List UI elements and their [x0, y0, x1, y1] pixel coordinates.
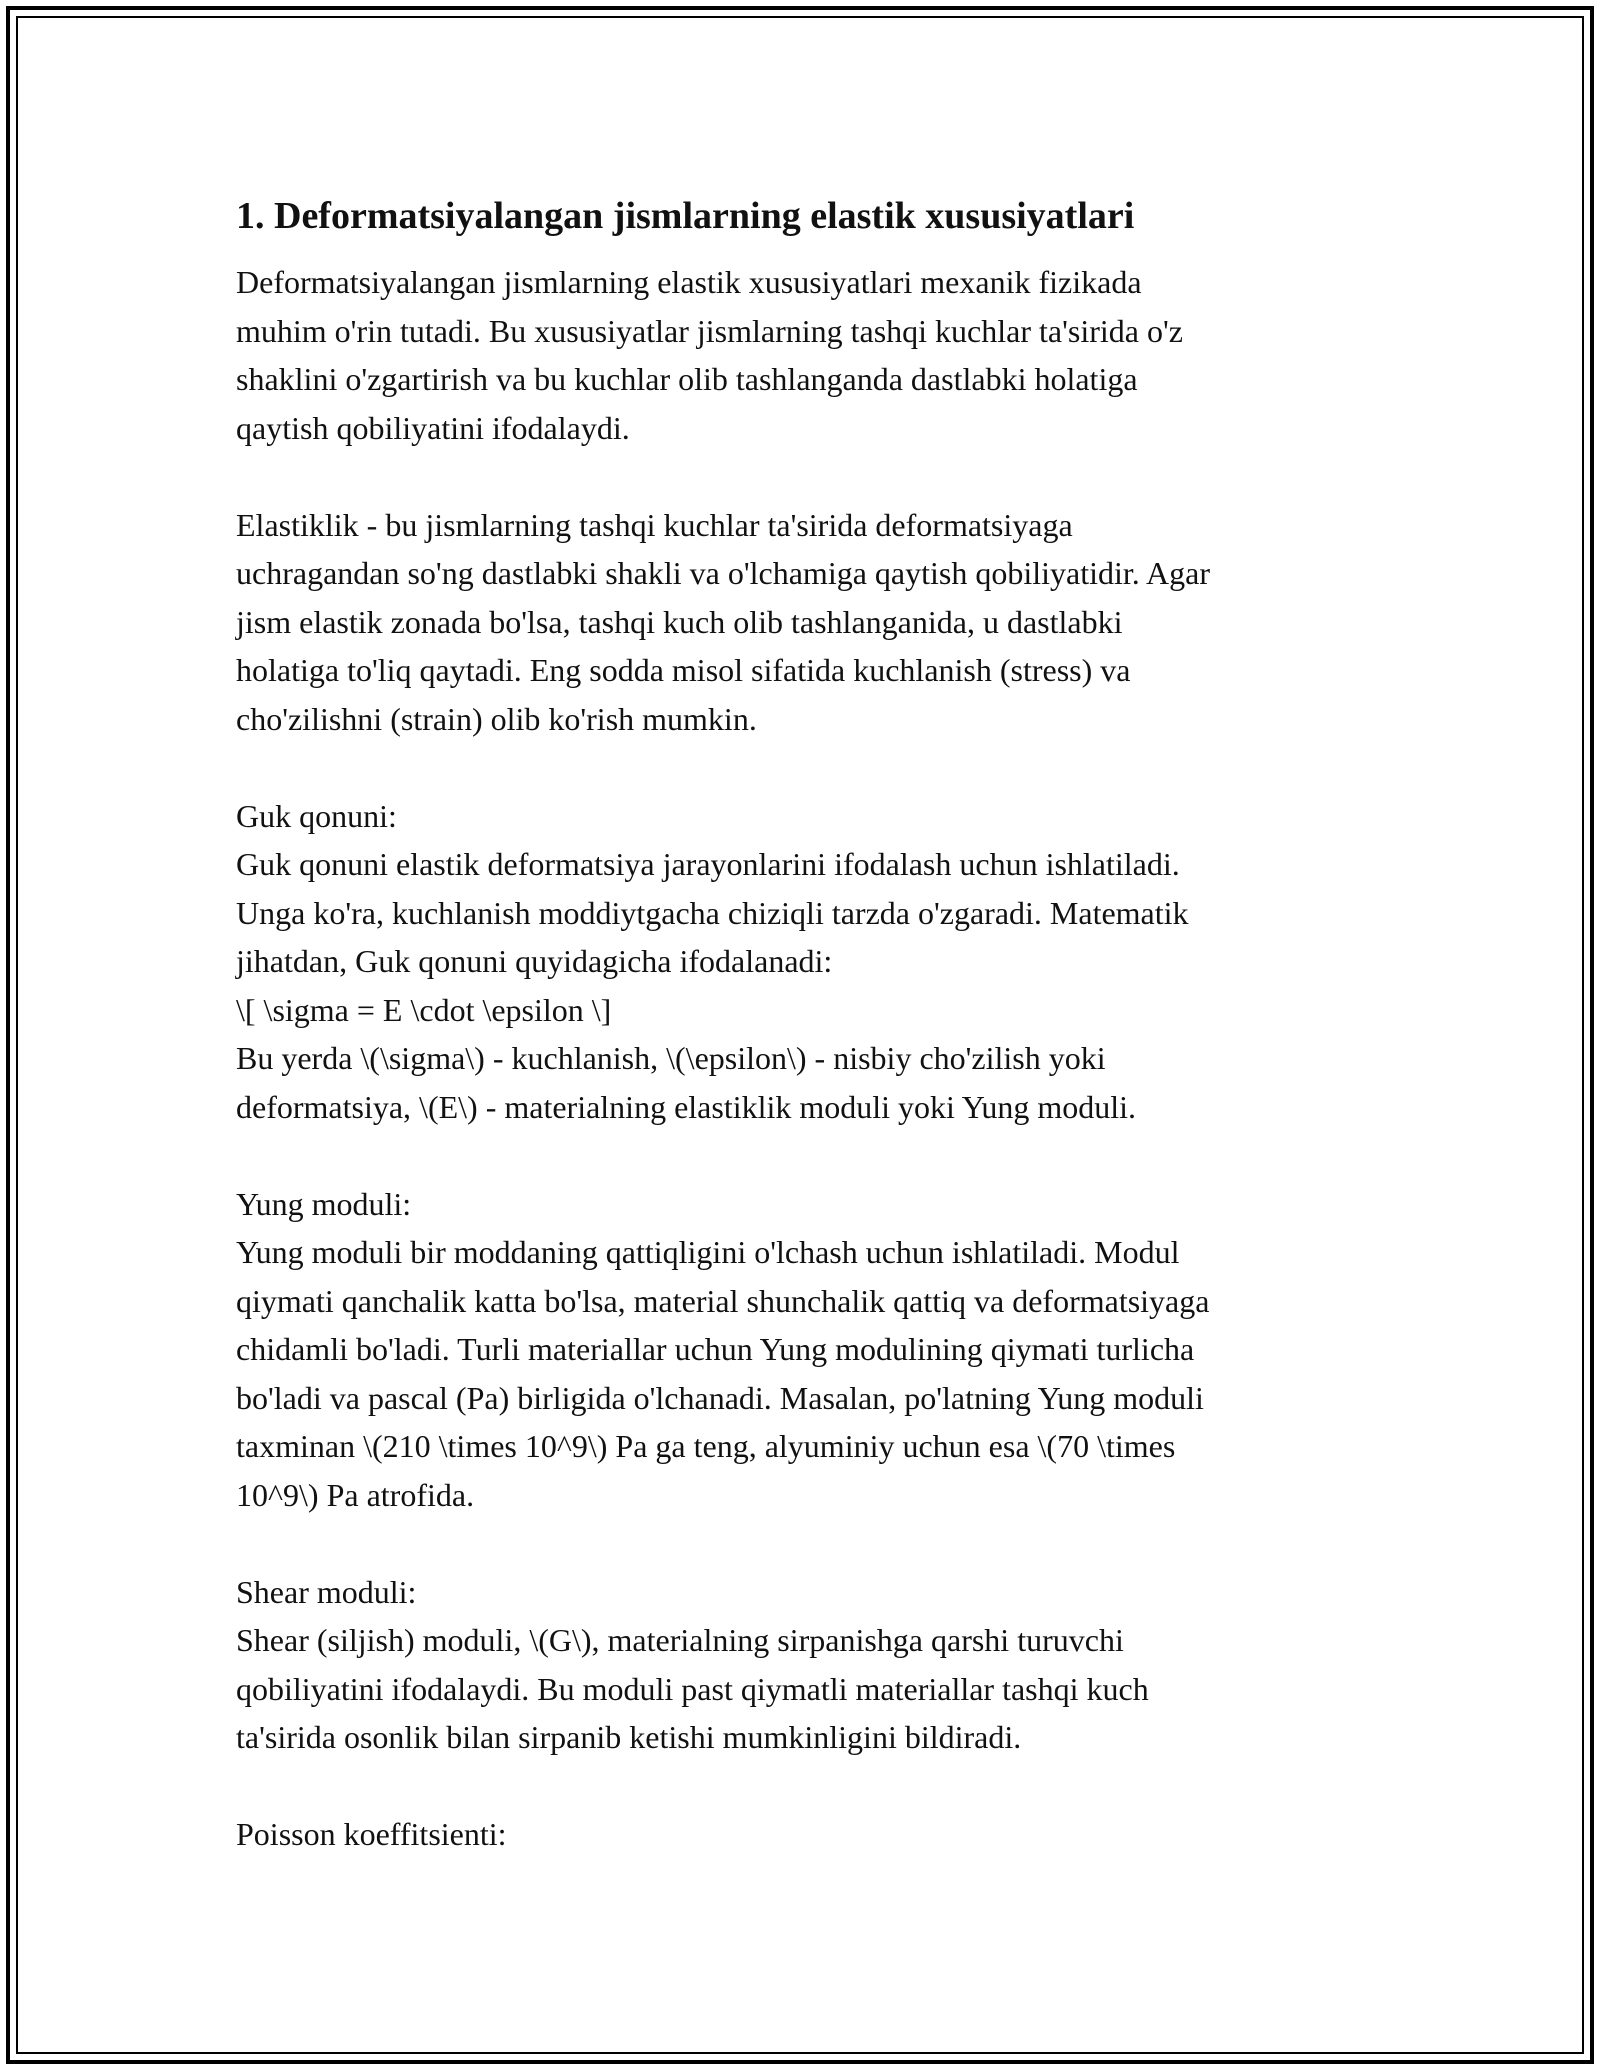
text-line: jism elastik zonada bo'lsa, tashqi kuch olib tashlanganida, u dastlabki — [236, 603, 1123, 640]
text-line: Elastiklik - bu jismlarning tashqi kuchlar ta'sirida deformatsiyaga — [236, 506, 1073, 543]
section-heading: 1. Deformatsiyalangan jismlarning elastik xususiyatlari — [236, 195, 1135, 237]
text-line: cho'zilishni (strain) olib ko'rish mumkin. — [236, 700, 757, 737]
subheading: Shear moduli: — [236, 1573, 417, 1610]
text-line: shaklini o'zgartirish va bu kuchlar olib tashlanganda dastlabki holatiga — [236, 361, 1138, 397]
paragraph-elasticity — [236, 501, 1376, 744]
text-line: jihatdan, Guk qonuni quyidagicha ifodalanadi: — [236, 943, 833, 979]
text-line: deformatsiya, \(E\) - materialning elastiklik moduli yoki Yung moduli. — [236, 1088, 1136, 1125]
text-line: taxminan \(210 \times 10^9\) Pa ga teng, alyuminiy uchun esa \(70 \times — [236, 1428, 1176, 1464]
paragraph-hooke-law — [236, 792, 1376, 1132]
text-line: Yung moduli bir moddaning qattiqligini o'lchash uchun ishlatiladi. Modul — [236, 1234, 1180, 1270]
text-line: ta'sirida osonlik bilan sirpanib ketishi mumkinligini bildiradi. — [236, 1719, 1022, 1755]
text-line: qiymati qanchalik katta bo'lsa, material shunchalik qattiq va deformatsiyaga — [236, 1282, 1210, 1319]
paragraph-poisson — [236, 1810, 1376, 1859]
paragraph-shear-modulus — [236, 1568, 1376, 1762]
text-line: Bu yerda \(\sigma\) - kuchlanish, \(\epsilon\) - nisbiy cho'zilish yoki — [236, 1040, 1106, 1076]
paragraph-young-modulus — [236, 1180, 1376, 1520]
text-line: uchragandan so'ng dastlabki shakli va o'lchamiga qaytish qobiliyatidir. Agar — [236, 555, 1210, 591]
text-line: qobiliyatini ifodalaydi. Bu moduli past qiymatli materiallar tashqi kuch — [236, 1670, 1149, 1707]
text-line: 10^9\) Pa atrofida. — [236, 1476, 475, 1513]
text-line: Unga ko'ra, kuchlanish moddiytgacha chiziqli tarzda o'zgaradi. Matematik — [236, 894, 1189, 931]
text-line: bo'ladi va pascal (Pa) birligida o'lchanadi. Masalan, po'latning Yung moduli — [236, 1379, 1204, 1416]
document-body — [236, 180, 1376, 1907]
subheading: Guk qonuni: — [236, 797, 397, 834]
subheading: Yung moduli: — [236, 1185, 412, 1222]
text-line: muhim o'rin tutadi. Bu xususiyatlar jismlarning tashqi kuchlar ta'sirida o'z — [236, 312, 1183, 349]
text-line: qaytish qobiliyatini ifodalaydi. — [236, 409, 630, 446]
text-line: Deformatsiyalangan jismlarning elastik xususiyatlari mexanik fizikada — [236, 264, 1142, 300]
text-line: Shear (siljish) moduli, \(G\), materialning sirpanishga qarshi turuvchi — [236, 1622, 1124, 1658]
paragraph-intro — [236, 258, 1376, 452]
text-line: Guk qonuni elastik deformatsiya jarayonlarini ifodalash uchun ishlatiladi. — [236, 846, 1180, 882]
text-line: holatiga to'liq qaytadi. Eng sodda misol sifatida kuchlanish (stress) va — [236, 652, 1131, 688]
subheading: Poisson koeffitsienti: — [236, 1816, 507, 1852]
text-line: chidamli bo'ladi. Turli materiallar uchun Yung modulining qiymati turlicha — [236, 1331, 1195, 1367]
formula-line: \[ \sigma = E \cdot \epsilon \] — [236, 991, 612, 1028]
